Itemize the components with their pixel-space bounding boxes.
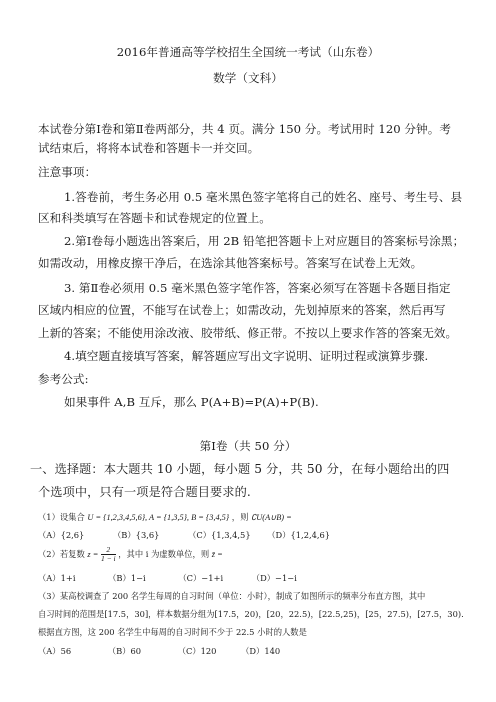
option-c: （C）{1,3,4,5} — [188, 530, 251, 540]
option-b: （B）60 — [107, 646, 142, 656]
option-d: （D）{1,2,4,6} — [267, 530, 331, 540]
option-b: （B）{3,6} — [112, 530, 160, 540]
fraction-denominator: 1 − i — [100, 554, 116, 563]
note-line: 2.第Ⅰ卷每小题选出答案后，用 2B 铅笔把答题卡上对应题目的答案标号涂黑； — [64, 234, 465, 248]
option-a: （A）56 — [38, 646, 72, 656]
question-3-line: 自习时间的范围是[17.5，30]，样本数据分组为[17.5，20)，[20，22.5)，[22.5,25)，[25，27.5)，[27.5，30). — [38, 609, 464, 619]
question-1-sets: U = {1,2,3,4,5,6}, A = {1,3,5}, B = {3,4,5} — [87, 513, 230, 522]
option-d: （D）−1−i — [251, 573, 297, 583]
note-line: 区和科类填写在答题卡和试卷规定的位置上。 — [38, 211, 271, 225]
option-d: （D）140 — [241, 646, 281, 656]
intro-line-2: 试结束后，将将本试卷和答题卡一并交回。 — [38, 141, 260, 155]
question-2-fraction — [101, 546, 116, 563]
fraction-numerator: 2 — [101, 546, 116, 555]
section1-line-1: 一、选择题：本大题共 10 小题，每小题 5 分，共 50 分，在每小题给出的四 — [30, 462, 450, 476]
option-c: （C）120 — [177, 646, 217, 656]
note-line: 3. 第Ⅱ卷必须用 0.5 毫米黑色签字笔作答，答案必须写在答题卡各题目指定 — [64, 281, 451, 295]
exam-subject: 数学（文科） — [213, 71, 283, 85]
question-3-line: （3）某高校调查了 200 名学生每周的自习时间（单位：小时），制成了如图所示的频率分布直方图，其中 — [38, 591, 426, 601]
question-1-options — [38, 529, 330, 541]
intro-line-1: 本试卷分第Ⅰ卷和第Ⅱ卷两部分，共 4 页。满分 150 分。考试用时 120 分钟。考 — [38, 122, 451, 136]
question-1-stem — [38, 511, 292, 523]
note-line: 4.填空题直接填写答案，解答题应写出文字说明、证明过程或演算步骤. — [64, 349, 429, 363]
note-line: 区域内相应的位置，不能写在试卷上；如需改动，先划掉原来的答案，然后再写 — [38, 303, 446, 317]
question-2-z: z = — [87, 550, 99, 559]
question-3-options — [38, 645, 280, 657]
option-b: （B）1−i — [108, 573, 146, 583]
question-2-stem — [38, 546, 223, 563]
option-a: （A）1+i — [38, 573, 76, 583]
part1-title: 第Ⅰ卷（共 50 分） — [199, 439, 297, 453]
option-c: （C）−1+i — [178, 573, 224, 583]
section1-line-2: 个选项中，只有一项是符合题目要求的. — [38, 485, 251, 499]
question-1-mid: ，则 — [231, 512, 249, 522]
notes-heading: 注意事项： — [38, 165, 97, 179]
question-2-mid: ，其中 i 为虚数单位，则 — [118, 549, 210, 559]
formula-text: 如果事件 A,B 互斥，那么 P(A+B)=P(A)+P(B). — [64, 395, 319, 409]
formula-heading: 参考公式: — [38, 372, 89, 386]
note-line: 1.答卷前，考生务必用 0.5 毫米黑色签字笔将自己的姓名、座号、考生号、县 — [64, 190, 463, 204]
question-2-prefix: （2）若复数 — [38, 549, 85, 559]
note-line: 上新的答案；不能使用涂改液、胶带纸、修正带。不按以上要求作答的答案无效。 — [38, 326, 458, 340]
question-3-line: 根据直方图，这 200 名学生中每周的自习时间不少于 22.5 小时的人数是 — [38, 627, 307, 637]
question-1-prefix: （1）设集合 — [38, 512, 85, 522]
question-2-zbar: z̄ = — [211, 550, 223, 559]
question-2-options — [38, 572, 297, 584]
question-1-expr: ∁U(A∪B) = — [251, 513, 292, 522]
note-line: 如需改动，用橡皮擦干净后，在选涂其他答案标号。答案写在试卷上无效。 — [38, 256, 423, 270]
option-a: （A）{2,6} — [38, 530, 85, 540]
exam-title: 2016年普通高等学校招生全国统一考试（山东卷） — [116, 45, 380, 59]
